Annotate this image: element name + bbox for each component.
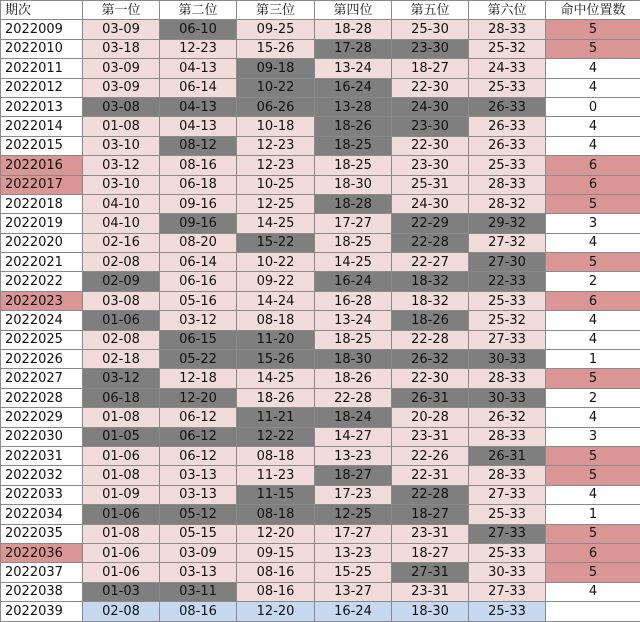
table-row xyxy=(1,485,640,504)
range-cell: 30-33 xyxy=(469,563,546,582)
column-header: 第一位 xyxy=(83,1,160,20)
range-cell: 02-18 xyxy=(83,350,160,369)
range-cell: 06-14 xyxy=(160,78,237,97)
range-cell: 11-21 xyxy=(237,408,315,427)
range-cell: 28-32 xyxy=(469,194,546,213)
header-row xyxy=(1,1,640,20)
period-cell: 2022010 xyxy=(1,39,83,58)
range-cell: 12-23 xyxy=(160,39,237,58)
column-header: 第五位 xyxy=(392,1,469,20)
range-cell: 05-22 xyxy=(160,350,237,369)
range-cell: 04-13 xyxy=(160,117,237,136)
hit-count-cell: 4 xyxy=(546,485,640,504)
period-cell: 2022016 xyxy=(1,156,83,175)
range-cell: 18-26 xyxy=(392,311,469,330)
range-cell: 25-30 xyxy=(392,20,469,39)
range-cell: 18-24 xyxy=(315,408,392,427)
table-row xyxy=(1,563,640,582)
table-row xyxy=(1,505,640,524)
hit-count-cell: 1 xyxy=(546,505,640,524)
range-cell: 12-20 xyxy=(160,388,237,407)
range-cell: 03-10 xyxy=(83,136,160,155)
period-cell: 2022023 xyxy=(1,291,83,310)
range-cell: 24-33 xyxy=(469,59,546,78)
range-cell: 28-33 xyxy=(469,427,546,446)
range-cell: 22-33 xyxy=(469,272,546,291)
range-cell: 11-23 xyxy=(237,466,315,485)
period-cell: 2022024 xyxy=(1,311,83,330)
period-cell: 2022036 xyxy=(1,543,83,562)
range-cell: 28-33 xyxy=(469,466,546,485)
table-row xyxy=(1,253,640,272)
range-cell: 23-31 xyxy=(392,582,469,601)
hit-count-cell: 5 xyxy=(546,20,640,39)
table-row xyxy=(1,350,640,369)
table-row xyxy=(1,446,640,465)
range-cell: 01-06 xyxy=(83,563,160,582)
hit-count-cell: 6 xyxy=(546,156,640,175)
range-cell: 12-22 xyxy=(237,427,315,446)
table-row xyxy=(1,466,640,485)
range-cell: 06-12 xyxy=(160,427,237,446)
hit-count-cell: 1 xyxy=(546,350,640,369)
range-cell: 18-25 xyxy=(315,233,392,252)
period-cell: 2022031 xyxy=(1,446,83,465)
table-row xyxy=(1,543,640,562)
range-cell: 23-31 xyxy=(392,524,469,543)
hit-count-cell: 5 xyxy=(546,369,640,388)
hit-count-cell: 4 xyxy=(546,330,640,349)
range-cell: 08-12 xyxy=(160,136,237,155)
range-cell: 01-06 xyxy=(83,446,160,465)
range-cell: 22-28 xyxy=(392,233,469,252)
hit-count-cell: 4 xyxy=(546,78,640,97)
range-cell: 06-26 xyxy=(237,97,315,116)
range-cell: 08-16 xyxy=(160,602,237,621)
range-cell: 10-18 xyxy=(237,117,315,136)
range-cell: 13-28 xyxy=(315,97,392,116)
period-cell: 2022015 xyxy=(1,136,83,155)
range-cell: 03-13 xyxy=(160,485,237,504)
table-row xyxy=(1,136,640,155)
range-cell: 01-08 xyxy=(83,117,160,136)
range-cell: 16-24 xyxy=(315,272,392,291)
range-cell: 13-23 xyxy=(315,543,392,562)
range-cell: 10-25 xyxy=(237,175,315,194)
column-header: 第二位 xyxy=(160,1,237,20)
range-cell: 09-22 xyxy=(237,272,315,291)
range-cell: 28-33 xyxy=(469,369,546,388)
range-cell: 14-27 xyxy=(315,427,392,446)
period-cell: 2022035 xyxy=(1,524,83,543)
range-cell: 23-31 xyxy=(392,427,469,446)
hit-count-cell: 4 xyxy=(546,582,640,601)
range-cell: 13-24 xyxy=(315,59,392,78)
range-cell: 08-20 xyxy=(160,233,237,252)
range-cell: 22-30 xyxy=(392,78,469,97)
range-cell: 28-33 xyxy=(469,20,546,39)
hit-count-cell: 6 xyxy=(546,175,640,194)
table-row xyxy=(1,330,640,349)
table-row xyxy=(1,59,640,78)
period-cell: 2022009 xyxy=(1,20,83,39)
range-cell: 15-26 xyxy=(237,350,315,369)
range-cell: 26-32 xyxy=(392,350,469,369)
range-cell: 18-25 xyxy=(315,330,392,349)
range-cell: 03-08 xyxy=(83,291,160,310)
table-row xyxy=(1,20,640,39)
range-cell: 01-06 xyxy=(83,505,160,524)
range-cell: 17-23 xyxy=(315,485,392,504)
range-cell: 22-30 xyxy=(392,369,469,388)
table-row xyxy=(1,175,640,194)
range-cell: 04-10 xyxy=(83,214,160,233)
range-cell: 11-20 xyxy=(237,330,315,349)
period-cell: 2022034 xyxy=(1,505,83,524)
range-cell: 02-08 xyxy=(83,330,160,349)
range-cell: 18-30 xyxy=(392,602,469,621)
range-cell: 05-16 xyxy=(160,291,237,310)
range-cell: 30-33 xyxy=(469,388,546,407)
range-cell: 25-33 xyxy=(469,505,546,524)
table-row xyxy=(1,97,640,116)
range-cell: 23-30 xyxy=(392,117,469,136)
range-cell: 05-12 xyxy=(160,505,237,524)
table-row xyxy=(1,194,640,213)
hit-count-cell: 5 xyxy=(546,194,640,213)
period-cell: 2022039 xyxy=(1,602,83,621)
column-header: 命中位置数 xyxy=(546,1,640,20)
range-cell: 18-30 xyxy=(315,350,392,369)
range-cell: 18-25 xyxy=(315,136,392,155)
range-cell: 27-33 xyxy=(469,582,546,601)
range-cell: 16-28 xyxy=(315,291,392,310)
range-cell: 15-22 xyxy=(237,233,315,252)
range-cell: 18-28 xyxy=(315,194,392,213)
table-row xyxy=(1,156,640,175)
column-header: 期次 xyxy=(1,1,83,20)
range-cell: 25-33 xyxy=(469,78,546,97)
range-cell: 22-26 xyxy=(392,446,469,465)
hit-count-cell: 0 xyxy=(546,97,640,116)
range-cell: 06-18 xyxy=(83,388,160,407)
range-cell: 01-08 xyxy=(83,466,160,485)
hit-count-cell: 4 xyxy=(546,233,640,252)
range-cell: 06-16 xyxy=(160,272,237,291)
range-cell: 22-28 xyxy=(392,330,469,349)
range-cell: 08-18 xyxy=(237,446,315,465)
range-cell: 12-25 xyxy=(237,194,315,213)
range-cell: 02-16 xyxy=(83,233,160,252)
range-cell: 02-08 xyxy=(83,253,160,272)
range-cell: 02-08 xyxy=(83,602,160,621)
hit-count-cell xyxy=(546,602,640,621)
range-cell: 01-08 xyxy=(83,408,160,427)
range-cell: 06-12 xyxy=(160,446,237,465)
table-header xyxy=(1,1,640,20)
hit-count-cell: 5 xyxy=(546,466,640,485)
range-cell: 13-23 xyxy=(315,446,392,465)
table-row xyxy=(1,408,640,427)
table-row xyxy=(1,524,640,543)
range-cell: 18-32 xyxy=(392,272,469,291)
range-cell: 01-09 xyxy=(83,485,160,504)
hit-count-cell: 2 xyxy=(546,388,640,407)
range-cell: 18-25 xyxy=(315,156,392,175)
table-row xyxy=(1,214,640,233)
range-cell: 29-32 xyxy=(469,214,546,233)
range-cell: 24-30 xyxy=(392,194,469,213)
hit-count-cell: 3 xyxy=(546,427,640,446)
period-cell: 2022029 xyxy=(1,408,83,427)
range-cell: 06-18 xyxy=(160,175,237,194)
range-cell: 25-33 xyxy=(469,543,546,562)
range-cell: 09-16 xyxy=(160,194,237,213)
range-cell: 23-30 xyxy=(392,39,469,58)
range-cell: 18-26 xyxy=(237,388,315,407)
range-cell: 25-32 xyxy=(469,311,546,330)
range-cell: 03-08 xyxy=(83,97,160,116)
range-cell: 02-09 xyxy=(83,272,160,291)
range-cell: 01-08 xyxy=(83,524,160,543)
range-cell: 27-32 xyxy=(469,233,546,252)
period-cell: 2022032 xyxy=(1,466,83,485)
range-cell: 09-18 xyxy=(237,59,315,78)
range-cell: 03-18 xyxy=(83,39,160,58)
range-cell: 22-30 xyxy=(392,136,469,155)
range-cell: 16-24 xyxy=(315,602,392,621)
range-cell: 13-24 xyxy=(315,311,392,330)
range-cell: 03-09 xyxy=(83,78,160,97)
period-cell: 2022030 xyxy=(1,427,83,446)
range-cell: 03-13 xyxy=(160,563,237,582)
table-row xyxy=(1,291,640,310)
period-cell: 2022026 xyxy=(1,350,83,369)
range-cell: 17-27 xyxy=(315,214,392,233)
period-cell: 2022012 xyxy=(1,78,83,97)
range-cell: 23-30 xyxy=(392,156,469,175)
hit-count-cell: 4 xyxy=(546,59,640,78)
range-cell: 08-16 xyxy=(160,156,237,175)
range-cell: 03-12 xyxy=(160,311,237,330)
range-cell: 14-25 xyxy=(237,214,315,233)
range-cell: 01-06 xyxy=(83,311,160,330)
range-cell: 12-23 xyxy=(237,136,315,155)
range-cell: 11-15 xyxy=(237,485,315,504)
range-cell: 27-31 xyxy=(392,563,469,582)
range-cell: 30-33 xyxy=(469,350,546,369)
range-cell: 26-31 xyxy=(392,388,469,407)
range-cell: 25-33 xyxy=(469,156,546,175)
range-cell: 27-33 xyxy=(469,330,546,349)
period-cell: 2022020 xyxy=(1,233,83,252)
range-cell: 08-16 xyxy=(237,563,315,582)
range-cell: 04-13 xyxy=(160,97,237,116)
range-cell: 18-28 xyxy=(315,20,392,39)
range-cell: 09-15 xyxy=(237,543,315,562)
range-cell: 09-16 xyxy=(160,214,237,233)
range-cell: 06-10 xyxy=(160,20,237,39)
range-cell: 18-27 xyxy=(392,59,469,78)
range-cell: 10-22 xyxy=(237,78,315,97)
range-cell: 26-31 xyxy=(469,446,546,465)
period-cell: 2022021 xyxy=(1,253,83,272)
period-cell: 2022013 xyxy=(1,97,83,116)
range-cell: 03-10 xyxy=(83,175,160,194)
table-row xyxy=(1,369,640,388)
table-row xyxy=(1,233,640,252)
range-cell: 03-13 xyxy=(160,466,237,485)
range-cell: 06-14 xyxy=(160,253,237,272)
hit-count-cell: 5 xyxy=(546,563,640,582)
period-cell: 2022028 xyxy=(1,388,83,407)
range-cell: 12-18 xyxy=(160,369,237,388)
range-cell: 06-12 xyxy=(160,408,237,427)
range-cell: 25-32 xyxy=(469,39,546,58)
table-row xyxy=(1,117,640,136)
period-cell: 2022037 xyxy=(1,563,83,582)
table-row xyxy=(1,311,640,330)
range-cell: 18-26 xyxy=(315,369,392,388)
period-cell: 2022038 xyxy=(1,582,83,601)
range-cell: 16-24 xyxy=(315,78,392,97)
range-cell: 15-26 xyxy=(237,39,315,58)
range-cell: 18-32 xyxy=(392,291,469,310)
range-cell: 22-28 xyxy=(315,388,392,407)
range-cell: 26-33 xyxy=(469,136,546,155)
range-cell: 18-30 xyxy=(315,175,392,194)
range-cell: 03-09 xyxy=(160,543,237,562)
range-cell: 06-15 xyxy=(160,330,237,349)
range-cell: 22-27 xyxy=(392,253,469,272)
period-cell: 2022014 xyxy=(1,117,83,136)
period-cell: 2022025 xyxy=(1,330,83,349)
table-row xyxy=(1,582,640,601)
hit-count-cell: 5 xyxy=(546,446,640,465)
range-cell: 10-22 xyxy=(237,253,315,272)
table-row xyxy=(1,427,640,446)
range-cell: 01-03 xyxy=(83,582,160,601)
range-cell: 03-11 xyxy=(160,582,237,601)
range-cell: 17-28 xyxy=(315,39,392,58)
range-cell: 25-33 xyxy=(469,291,546,310)
column-header: 第六位 xyxy=(469,1,546,20)
hit-count-cell: 5 xyxy=(546,39,640,58)
period-cell: 2022017 xyxy=(1,175,83,194)
range-cell: 08-16 xyxy=(237,582,315,601)
hit-count-cell: 6 xyxy=(546,291,640,310)
range-cell: 18-27 xyxy=(392,505,469,524)
period-cell: 2022019 xyxy=(1,214,83,233)
range-cell: 26-33 xyxy=(469,117,546,136)
range-cell: 09-25 xyxy=(237,20,315,39)
range-cell: 12-25 xyxy=(315,505,392,524)
range-cell: 24-30 xyxy=(392,97,469,116)
range-cell: 25-31 xyxy=(392,175,469,194)
table-row xyxy=(1,272,640,291)
period-cell: 2022022 xyxy=(1,272,83,291)
range-cell: 26-33 xyxy=(469,97,546,116)
hit-count-cell: 5 xyxy=(546,524,640,543)
range-cell: 14-24 xyxy=(237,291,315,310)
period-cell: 2022011 xyxy=(1,59,83,78)
range-cell: 04-10 xyxy=(83,194,160,213)
range-cell: 14-25 xyxy=(237,369,315,388)
range-cell: 12-23 xyxy=(237,156,315,175)
hit-count-cell: 4 xyxy=(546,136,640,155)
range-cell: 12-20 xyxy=(237,602,315,621)
hit-count-cell: 3 xyxy=(546,214,640,233)
range-cell: 18-27 xyxy=(315,466,392,485)
range-cell: 03-09 xyxy=(83,20,160,39)
range-cell: 22-31 xyxy=(392,466,469,485)
period-cell: 2022027 xyxy=(1,369,83,388)
column-header: 第三位 xyxy=(237,1,315,20)
range-cell: 08-18 xyxy=(237,311,315,330)
range-cell: 13-27 xyxy=(315,582,392,601)
hit-count-cell: 5 xyxy=(546,253,640,272)
range-cell: 17-27 xyxy=(315,524,392,543)
range-cell: 15-25 xyxy=(315,563,392,582)
table-row xyxy=(1,39,640,58)
range-cell: 25-33 xyxy=(469,602,546,621)
range-cell: 27-33 xyxy=(469,524,546,543)
range-cell: 03-09 xyxy=(83,59,160,78)
range-cell: 22-29 xyxy=(392,214,469,233)
range-cell: 03-12 xyxy=(83,156,160,175)
table-row xyxy=(1,78,640,97)
range-cell: 05-15 xyxy=(160,524,237,543)
range-cell: 01-05 xyxy=(83,427,160,446)
range-cell: 22-28 xyxy=(392,485,469,504)
range-cell: 27-33 xyxy=(469,485,546,504)
range-cell: 04-13 xyxy=(160,59,237,78)
hit-count-cell: 4 xyxy=(546,311,640,330)
period-cell: 2022033 xyxy=(1,485,83,504)
range-cell: 01-06 xyxy=(83,543,160,562)
table-body xyxy=(1,20,640,621)
period-cell: 2022018 xyxy=(1,194,83,213)
range-cell: 08-18 xyxy=(237,505,315,524)
range-cell: 03-12 xyxy=(83,369,160,388)
hit-count-cell: 2 xyxy=(546,272,640,291)
range-cell: 28-33 xyxy=(469,175,546,194)
range-cell: 27-30 xyxy=(469,253,546,272)
range-cell: 26-32 xyxy=(469,408,546,427)
range-cell: 18-26 xyxy=(315,117,392,136)
range-cell: 14-25 xyxy=(315,253,392,272)
column-header: 第四位 xyxy=(315,1,392,20)
table-row xyxy=(1,388,640,407)
hit-count-cell: 6 xyxy=(546,543,640,562)
range-cell: 12-20 xyxy=(237,524,315,543)
range-cell: 18-27 xyxy=(392,543,469,562)
hit-count-cell: 4 xyxy=(546,408,640,427)
hit-count-cell: 4 xyxy=(546,117,640,136)
range-cell: 20-28 xyxy=(392,408,469,427)
table-row xyxy=(1,602,640,621)
